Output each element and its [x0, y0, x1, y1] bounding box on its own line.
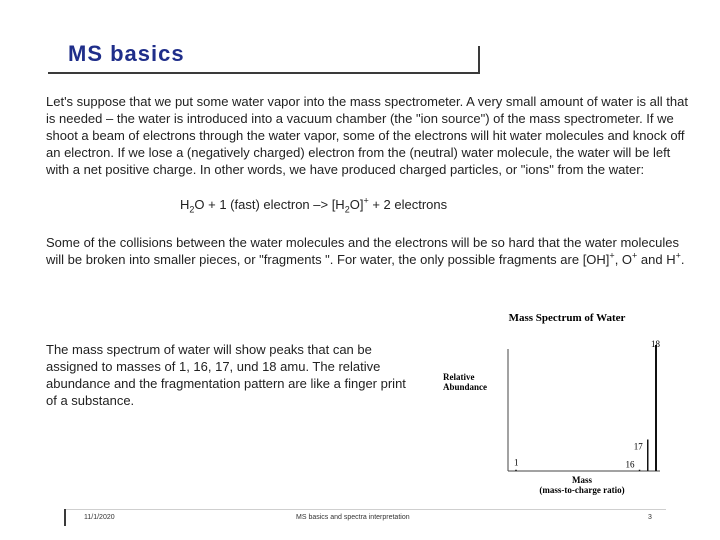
- eq-mid: O + 1 (fast) electron –> [H: [194, 197, 345, 212]
- chart-xlabel-line1: Mass: [572, 475, 592, 485]
- paragraph-fragments: [46, 234, 694, 268]
- paragraph-spectrum: The mass spectrum of water will show peaks that can be assigned to masses of 1, 16, 17, und 18 amu. The relative abundance and the fragmentation pattern are like a finger print of a substance.: [46, 342, 406, 408]
- slide-title: MS basics: [68, 41, 185, 66]
- p2-sup1: +: [609, 250, 615, 261]
- p2-a: Some of the collisions between the water molecules and the electrons will be so hard that the water molecules will be broken into smaller pieces, or "fragments ". For water, the only possible fragments are [OH]: [46, 235, 680, 267]
- footer-title: MS basics and spectra interpretation: [296, 514, 410, 521]
- p2-sup3: +: [675, 250, 681, 261]
- footer-rule: [66, 509, 666, 510]
- eq-sub-2b: 2: [344, 204, 350, 215]
- chart-ylabel-line2: Abundance: [443, 382, 488, 392]
- p2-c: and H: [637, 252, 676, 267]
- paragraph-intro: Let's suppose that we put some water vapor into the mass spectrometer. A very small amount of water is all that is needed – the water is introduced into a vacuum chamber (the "ion source") of the mass spectrometer. If we shoot a beam of electrons through the water vapor, some of the electrons will hit water molecules and knock off an electron. If we lose a (negatively charged) electron from the (neutral) water molecule, the water will be left with a net positive charge. In other words, we have produced charged particles, or "ions" from the water:: [46, 94, 688, 177]
- eq-tail: + 2 electrons: [368, 197, 448, 212]
- title-underline: [48, 72, 480, 74]
- p2-d: .: [680, 252, 685, 267]
- peak-label-16: 16: [625, 459, 635, 470]
- chart-bars: [514, 339, 661, 471]
- peak-label-18: 18: [651, 339, 660, 349]
- chart-ylabel-line1: Relative: [443, 372, 475, 382]
- chart-title: Mass Spectrum of Water: [508, 312, 626, 324]
- p2-sup2: +: [632, 250, 638, 261]
- chart-xlabel-line2: (mass-to-charge ratio): [539, 485, 625, 495]
- mass-spectrum-chart: [438, 305, 678, 500]
- eq-close: O]: [349, 197, 364, 212]
- p2-b: , O: [614, 252, 633, 267]
- eq-h: H: [180, 197, 190, 212]
- footer-rule-vertical: [64, 509, 66, 526]
- peak-label-1: 1: [514, 457, 519, 468]
- ionization-equation: [180, 196, 447, 213]
- title-right-rule: [478, 46, 480, 74]
- peak-label-17: 17: [633, 441, 643, 452]
- footer-date: 11/1/2020: [84, 514, 115, 521]
- page-number: 3: [648, 514, 652, 521]
- eq-sub-2a: 2: [189, 204, 195, 215]
- eq-plus: +: [363, 195, 369, 206]
